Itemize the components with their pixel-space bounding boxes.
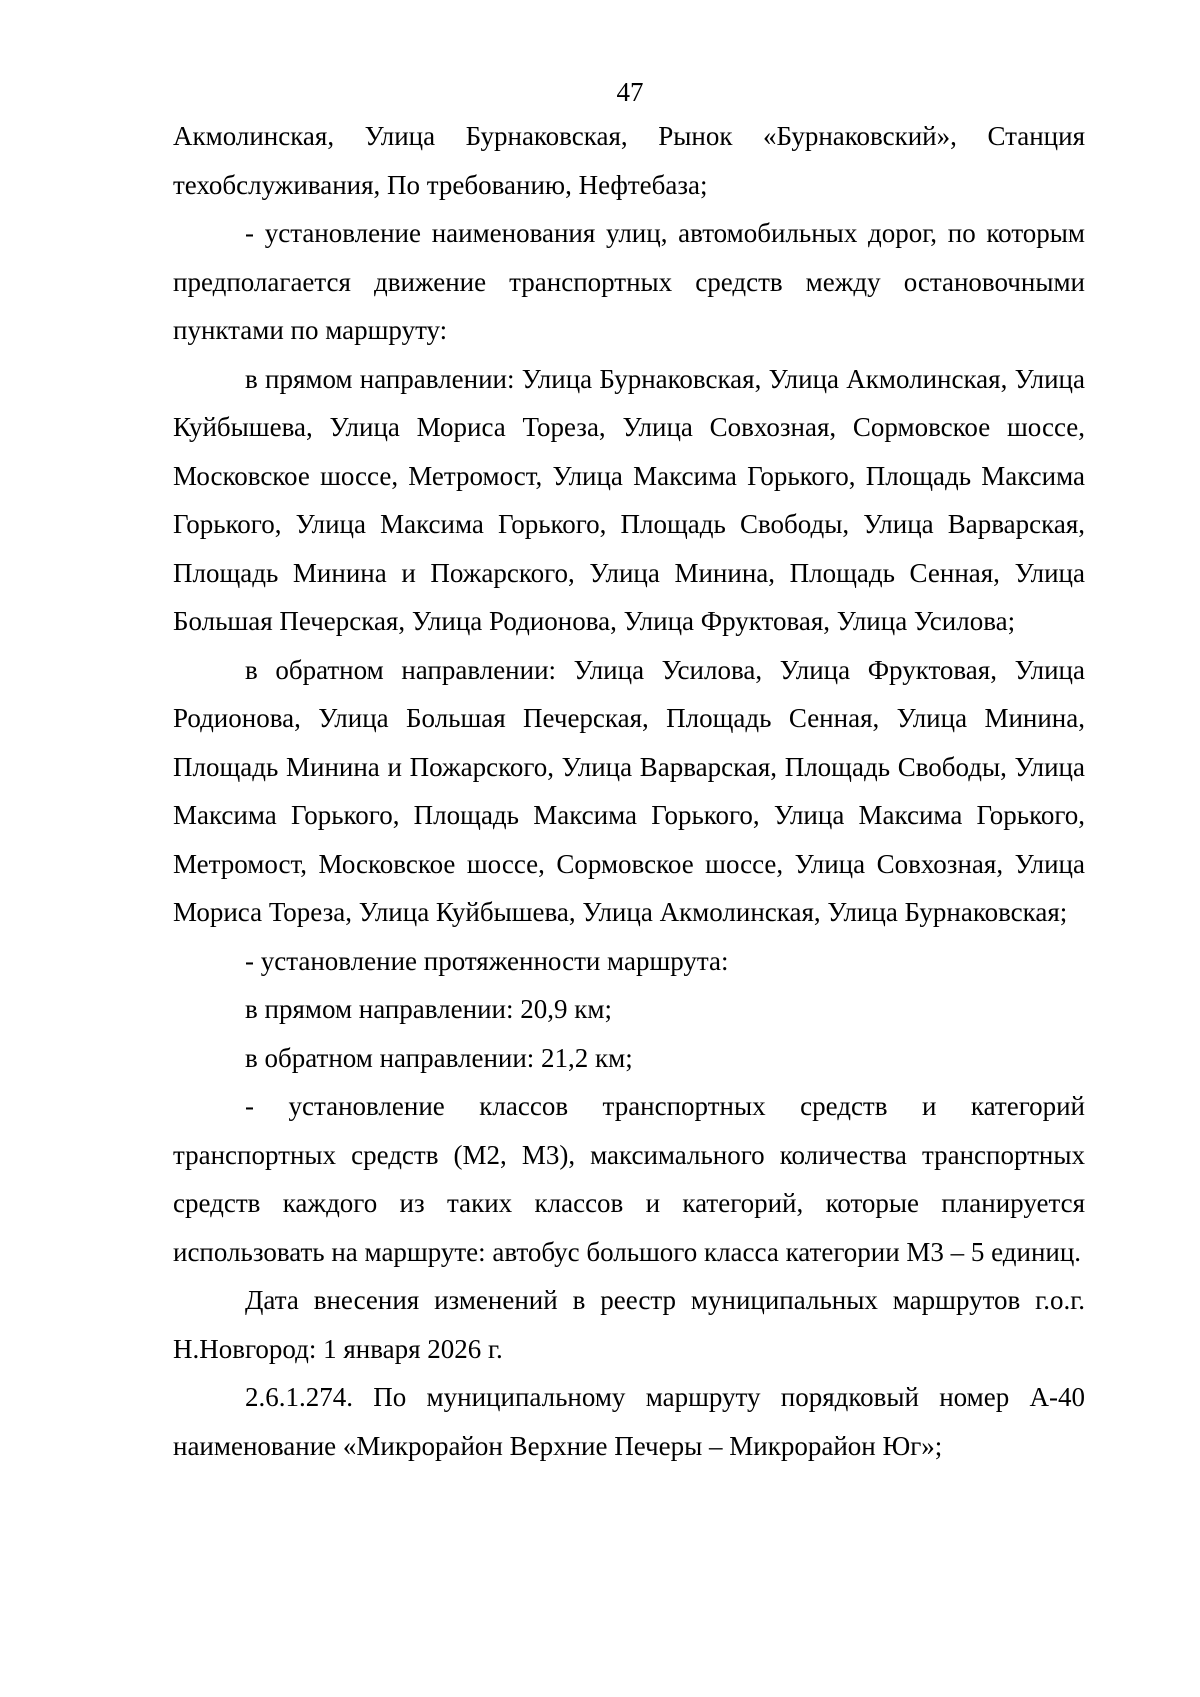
page-number: 47 [616, 77, 644, 107]
paragraph-reverse-length: в обратном направлении: 21,2 км; [245, 1042, 633, 1073]
paragraph-forward-direction-streets: в прямом направлении: Улица Бурнаковская, Улица Акмолинская, Улица Куйбышева, Улица Мориса Тореза, Улица Совхозная, Сормовское шоссе, Московское шоссе, Метромост, Улица Максима Горького, Площадь Максима Горького, Улица Максима Горького, Площадь Свободы, Улица Варварская, Площадь Минина и Пожарского, Улица Минина, Площадь Сенная, Улица Большая Печерская, Улица Родионова, Улица Фруктовая, Улица Усилова; [173, 363, 1085, 636]
paragraph-route-length-heading: - установление протяженности маршрута: [245, 945, 729, 976]
paragraph-route-a40-heading: 2.6.1.274. По муниципальному маршруту порядковый номер А-40 наименование «Микрорайон Верхние Печеры – Микрорайон Юг»; [173, 1382, 1085, 1461]
paragraph-reverse-direction-streets: в обратном направлении: Улица Усилова, Улица Фруктовая, Улица Родионова, Улица Большая Печерская, Площадь Сенная, Улица Минина, Площадь Минина и Пожарского, Улица Варварская, Площадь Свободы, Улица Максима Горького, Площадь Максима Горького, Улица Максима Горького, Метромост, Московское шоссе, Сормовское шоссе, Улица Совхозная, Улица Мориса Тореза, Улица Куйбышева, Улица Акмолинская, Улица Бурнаковская; [173, 654, 1085, 927]
document-body [173, 112, 1085, 1470]
paragraph-stop-list-continuation: Акмолинская, Улица Бурнаковская, Рынок «Бурнаковский», Станция техобслуживания, По требованию, Нефтебаза; [173, 121, 1085, 200]
paragraph-street-names-heading: - установление наименования улиц, автомобильных дорог, по которым предполагается движение транспортных средств между остановочными пунктами по маршруту: [173, 218, 1085, 345]
paragraph-forward-length: в прямом направлении: 20,9 км; [245, 994, 612, 1024]
paragraph-vehicle-classes: - установление классов транспортных средств и категорий транспортных средств (М2, М3), максимального количества транспортных средств каждого из таких классов и категорий, которые планируется использовать на маршруте: автобус большого класса категории М3 – 5 единиц. [173, 1091, 1085, 1267]
paragraph-registry-change-date: Дата внесения изменений в реестр муниципальных маршрутов г.о.г. Н.Новгород: 1 января 2026 г. [173, 1285, 1085, 1364]
